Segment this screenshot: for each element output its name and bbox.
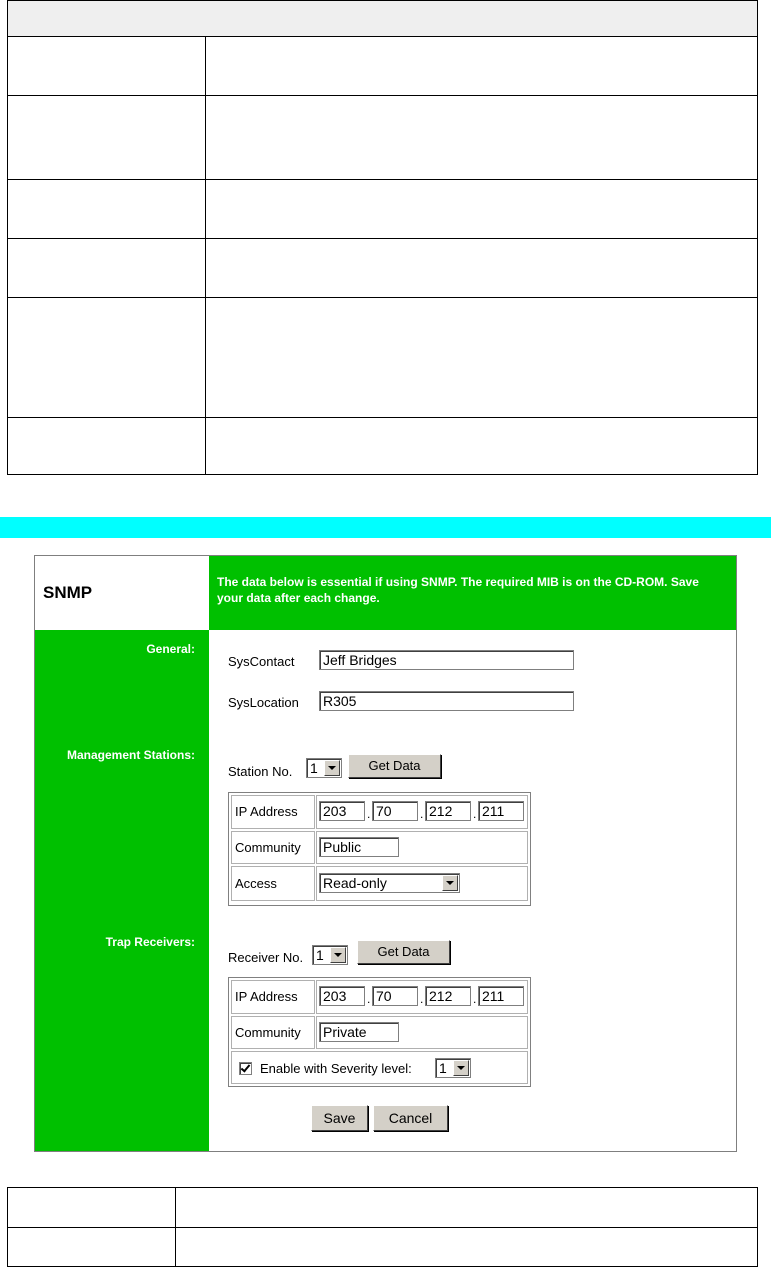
receiver-community-label: Community [235,1025,301,1040]
panel-title-cell [35,556,209,630]
ip-dot: . [420,807,424,821]
snmp-panel [34,555,737,1152]
receiver-number-select[interactable] [312,945,348,965]
table-cell [206,180,757,238]
station-access-value: Read-only [323,875,387,891]
section-label-management: Management Stations: [66,748,195,762]
table-cell [206,298,757,417]
page-title: SNMP [43,583,93,602]
syslocation-label: SysLocation [228,695,299,710]
section-label-general: General: [146,642,195,656]
severity-level-select[interactable] [435,1058,471,1078]
table-cell [206,96,757,179]
station-access-label: Access [235,876,277,891]
table-cell [231,1051,528,1084]
chevron-down-icon[interactable] [442,875,458,891]
table-row [8,418,757,474]
bottom-table [7,1187,758,1267]
station-ip-octet-1[interactable] [319,801,365,821]
header-instructions: The data below is essential if using SNMP. The required MIB is on the CD-ROM. Save your data after each change. [217,575,699,605]
table-cell [8,418,206,474]
chevron-down-icon[interactable] [324,760,340,776]
chevron-down-icon[interactable] [453,1060,469,1076]
highlight-band [0,517,771,538]
table-cell [231,831,315,864]
receiver-ip-octet-2[interactable] [372,986,418,1006]
station-community-label: Community [235,840,301,855]
table-row [8,1188,757,1228]
table-cell [8,239,206,297]
section-label-column [35,630,209,1151]
station-number-select[interactable] [306,758,342,778]
ip-dot: . [473,807,477,821]
panel-header [209,556,736,630]
table-cell [8,298,206,417]
table-cell [8,1228,176,1267]
station-get-data-button[interactable]: Get Data [348,754,441,778]
severity-level-value: 1 [439,1060,447,1076]
table-cell [231,795,315,829]
chevron-down-icon[interactable] [330,947,346,963]
ip-dot: . [367,807,371,821]
table-cell [206,37,757,95]
save-button[interactable]: Save [311,1105,368,1131]
receiver-settings-grid [228,977,531,1087]
table-cell [206,418,757,474]
receiver-community-input[interactable] [319,1022,399,1042]
syslocation-input[interactable] [319,691,574,711]
station-ip-octet-3[interactable] [425,801,471,821]
receiver-ip-octet-1[interactable] [319,986,365,1006]
section-label-trap: Trap Receivers: [105,935,195,949]
severity-enable-checkbox[interactable] [239,1062,252,1075]
syscontact-input[interactable] [319,650,574,670]
severity-label: Enable with Severity level: [260,1061,412,1076]
receiver-get-data-button[interactable]: Get Data [357,940,450,964]
table-cell [231,1016,315,1049]
table-cell [206,239,757,297]
table-row [8,239,757,298]
table-row [8,37,757,96]
table-cell [231,866,315,901]
table-cell [316,831,528,864]
ip-dot: . [473,992,477,1006]
station-number-value: 1 [310,760,318,776]
table-cell [8,96,206,179]
top-table [7,0,758,475]
table-row [8,1228,757,1267]
ip-dot: . [420,992,424,1006]
syscontact-label: SysContact [228,654,295,669]
station-ip-octet-2[interactable] [372,801,418,821]
table-cell [231,980,315,1014]
receiver-ip-octet-4[interactable] [478,986,524,1006]
receiver-ip-label: IP Address [235,989,298,1004]
table-cell [8,37,206,95]
table-cell [316,980,528,1014]
station-number-label: Station No. [228,764,293,779]
receiver-number-label: Receiver No. [228,950,304,965]
table-row [8,96,757,180]
top-table-header [8,1,757,37]
ip-dot: . [367,992,371,1006]
station-ip-label: IP Address [235,804,298,819]
receiver-ip-octet-3[interactable] [425,986,471,1006]
cancel-button[interactable]: Cancel [373,1105,448,1131]
station-community-input[interactable] [319,837,399,857]
table-row [8,298,757,418]
station-settings-grid [228,792,531,906]
table-cell [316,795,528,829]
table-cell [316,1016,528,1049]
table-cell [316,866,528,901]
table-cell [8,1188,176,1227]
station-ip-octet-4[interactable] [478,801,524,821]
receiver-number-value: 1 [316,947,324,963]
station-access-select[interactable] [319,873,460,893]
table-row [8,180,757,239]
table-cell [8,180,206,238]
